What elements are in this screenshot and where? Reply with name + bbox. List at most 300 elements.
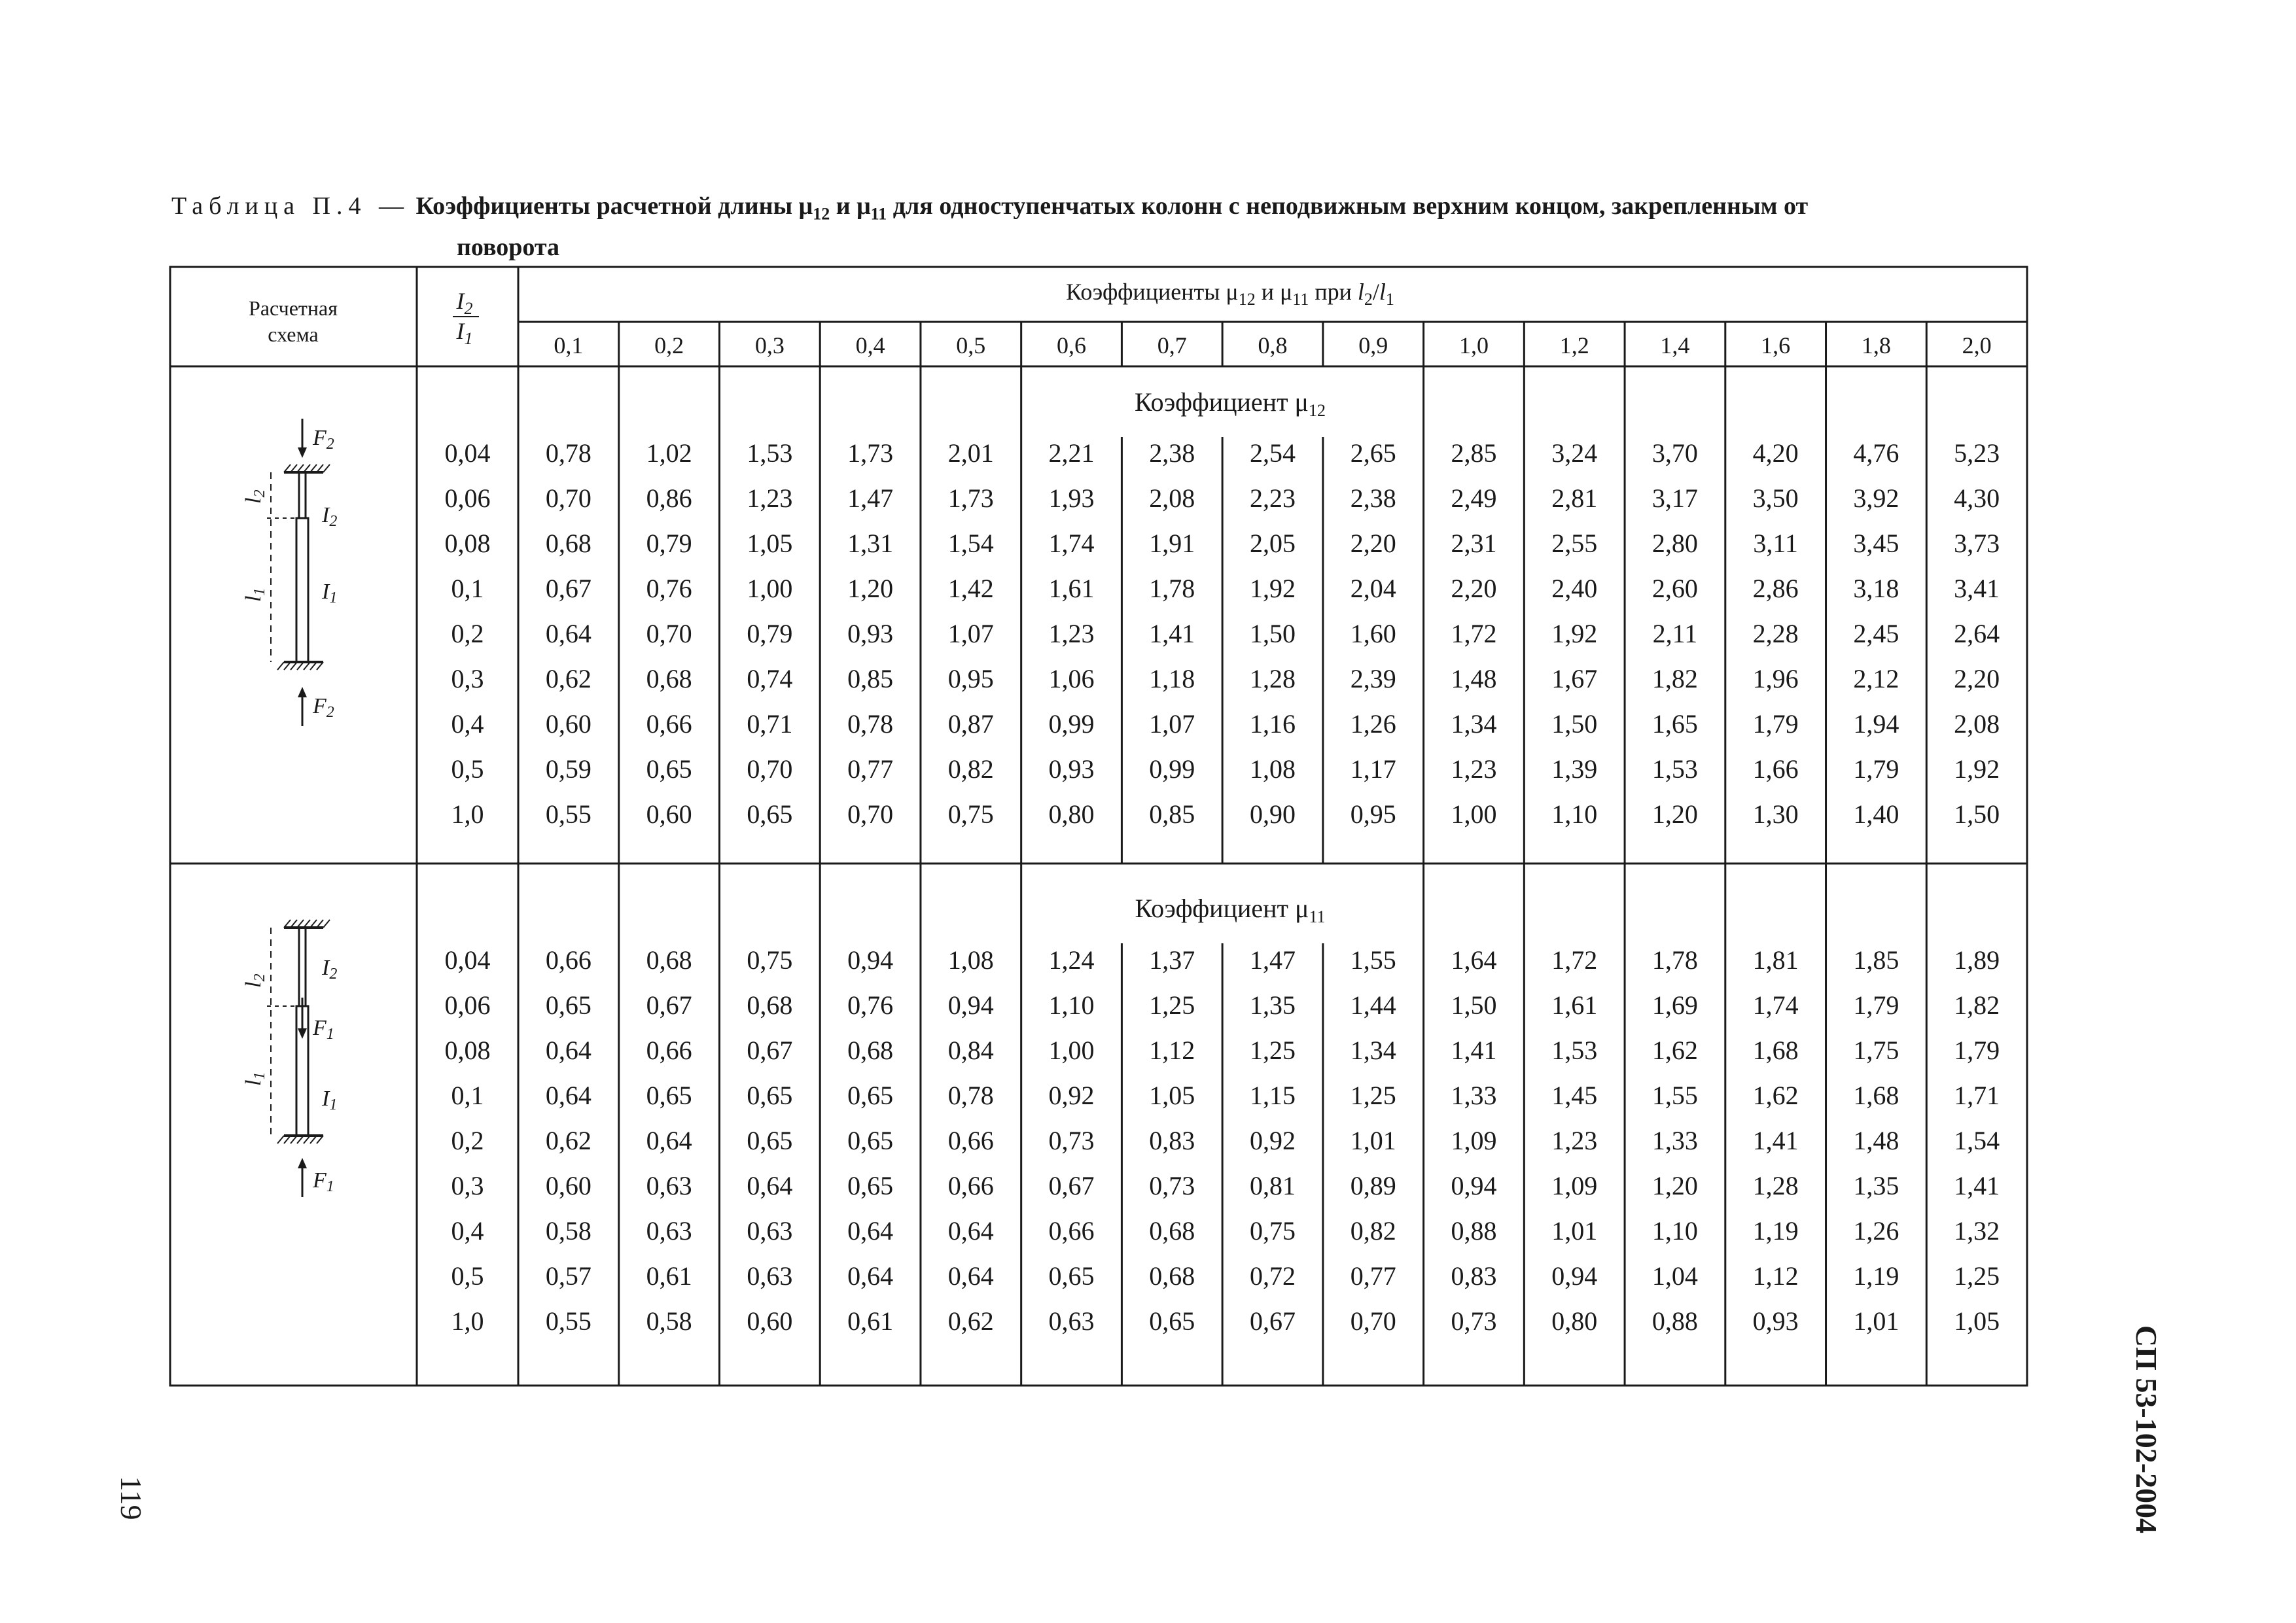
value-cell: 0,66 — [947, 1126, 994, 1155]
ratio-cell: 0,06 — [444, 990, 491, 1020]
value-cell: 2,40 — [1551, 574, 1598, 603]
value-cell: 1,75 — [1853, 1036, 1899, 1065]
value-cell: 0,76 — [646, 574, 692, 603]
value-cell: 0,64 — [646, 1126, 692, 1155]
column-header: 0,7 — [1157, 332, 1187, 358]
value-cell: 1,60 — [1350, 619, 1396, 648]
value-cell: 1,50 — [1250, 619, 1296, 648]
value-cell: 0,60 — [747, 1306, 793, 1336]
value-cell: 3,41 — [1954, 574, 2000, 603]
value-cell: 1,48 — [1451, 664, 1497, 693]
value-cell: 1,25 — [1250, 1036, 1296, 1065]
value-cell: 0,65 — [847, 1126, 894, 1155]
page-number: 119 — [115, 1476, 148, 1520]
table-row — [451, 1171, 2000, 1200]
value-cell: 1,66 — [1752, 754, 1799, 784]
value-cell: 0,90 — [1250, 799, 1296, 829]
value-cell: 1,10 — [1551, 799, 1598, 829]
value-cell: 1,35 — [1250, 990, 1296, 1020]
ratio-header — [453, 288, 479, 348]
value-cell: 0,65 — [1149, 1306, 1195, 1336]
value-cell: 0,60 — [545, 1171, 592, 1200]
value-cell: 1,68 — [1752, 1036, 1799, 1065]
value-cell: 2,64 — [1954, 619, 2000, 648]
value-cell: 1,04 — [1651, 1261, 1698, 1291]
value-cell: 0,94 — [947, 990, 994, 1020]
value-cell: 1,50 — [1451, 990, 1497, 1020]
ratio-cell: 0,06 — [444, 483, 491, 513]
value-cell: 1,19 — [1853, 1261, 1899, 1291]
value-cell: 0,92 — [1048, 1081, 1095, 1110]
value-cell: 0,75 — [947, 799, 994, 829]
value-cell: 0,70 — [545, 483, 592, 513]
schema-header-line2: схема — [268, 323, 319, 346]
ratio-cell: 0,4 — [451, 709, 484, 739]
value-cell: 1,55 — [1350, 945, 1396, 975]
force-label: F1 — [313, 1168, 334, 1195]
value-cell: 1,05 — [747, 529, 793, 558]
value-cell: 0,68 — [646, 945, 692, 975]
value-cell: 2,23 — [1250, 483, 1296, 513]
value-cell: 1,23 — [1451, 754, 1497, 784]
value-cell: 1,20 — [847, 574, 894, 603]
value-cell: 1,07 — [947, 619, 994, 648]
scheme-mu12-diagram — [241, 419, 337, 726]
value-cell: 0,55 — [545, 799, 592, 829]
value-cell: 1,62 — [1752, 1081, 1799, 1110]
value-cell: 0,86 — [646, 483, 692, 513]
value-cell: 2,12 — [1853, 664, 1899, 693]
coefficients-group-header: Коэффициенты $\mu_{12}$ и $\mu_{11}$ при $l_2/l_1$ — [1066, 279, 1394, 309]
column-header: 0,1 — [554, 332, 584, 358]
value-cell: 1,61 — [1551, 990, 1598, 1020]
ratio-cell: 0,5 — [451, 1261, 484, 1291]
l2-label: l2 — [241, 489, 268, 504]
value-cell: 1,79 — [1853, 754, 1899, 784]
value-cell: 1,41 — [1954, 1171, 2000, 1200]
value-cell: 1,92 — [1250, 574, 1296, 603]
value-cell: 0,62 — [947, 1306, 994, 1336]
column-header: 1,4 — [1660, 332, 1690, 358]
table-grid — [170, 267, 2027, 1386]
ratio-cell: 0,08 — [444, 529, 491, 558]
value-cell: 0,60 — [646, 799, 692, 829]
value-cell: 1,41 — [1451, 1036, 1497, 1065]
value-cell: 0,65 — [747, 799, 793, 829]
value-cell: 1,92 — [1954, 754, 2000, 784]
value-cell: 0,66 — [646, 1036, 692, 1065]
value-cell: 1,20 — [1651, 1171, 1698, 1200]
value-cell: 1,34 — [1350, 1036, 1396, 1065]
value-cell: 0,93 — [847, 619, 894, 648]
value-cell: 1,48 — [1853, 1126, 1899, 1155]
ratio-cell: 0,04 — [444, 945, 491, 975]
ratio-cell: 0,08 — [444, 1036, 491, 1065]
value-cell: 0,64 — [947, 1216, 994, 1246]
value-cell: 1,41 — [1752, 1126, 1799, 1155]
l1-label: l1 — [241, 1072, 268, 1086]
value-cell: 0,67 — [747, 1036, 793, 1065]
table-row — [451, 1261, 2000, 1291]
document-code: СП 53-102-2004 — [2130, 1325, 2163, 1534]
value-cell: 1,37 — [1149, 945, 1195, 975]
value-cell: 0,85 — [847, 664, 894, 693]
table-title: Коэффициенты расчетной длины $\mu_{12}$ и $\mu_{11}$ для одноступенчатых колонн с неподвижным верхним концом, закрепленным от — [415, 192, 1809, 224]
value-cell: 0,84 — [947, 1036, 994, 1065]
value-cell: 0,75 — [747, 945, 793, 975]
value-cell: 4,20 — [1752, 438, 1799, 468]
value-cell: 1,73 — [847, 438, 894, 468]
value-cell: 0,64 — [747, 1171, 793, 1200]
value-cell: 1,23 — [1551, 1126, 1598, 1155]
value-cell: 1,00 — [1048, 1036, 1095, 1065]
value-cell: 0,83 — [1149, 1126, 1195, 1155]
value-cell: 2,85 — [1451, 438, 1497, 468]
ratio-cell: 0,3 — [451, 664, 484, 693]
value-cell: 1,72 — [1451, 619, 1497, 648]
value-cell: 2,08 — [1954, 709, 2000, 739]
table-row — [451, 1081, 2000, 1110]
table-row — [451, 709, 2000, 739]
value-cell: 2,05 — [1250, 529, 1296, 558]
value-cell: 4,76 — [1853, 438, 1899, 468]
value-cell: 2,08 — [1149, 483, 1195, 513]
value-cell: 1,96 — [1752, 664, 1799, 693]
value-cell: 1,54 — [1954, 1126, 2000, 1155]
value-cell: 1,23 — [747, 483, 793, 513]
value-cell: 2,81 — [1551, 483, 1598, 513]
value-cell: 2,54 — [1250, 438, 1296, 468]
value-cell: 2,60 — [1651, 574, 1698, 603]
value-cell: 0,67 — [646, 990, 692, 1020]
value-cell: 0,82 — [1350, 1216, 1396, 1246]
value-cell: 1,25 — [1954, 1261, 2000, 1291]
value-cell: 3,11 — [1753, 529, 1798, 558]
value-cell: 0,64 — [545, 619, 592, 648]
column-header: 0,4 — [855, 332, 885, 358]
value-cell: 3,73 — [1954, 529, 2000, 558]
value-cell: 1,10 — [1651, 1216, 1698, 1246]
value-cell: 0,63 — [1048, 1306, 1095, 1336]
value-cell: 0,65 — [646, 1081, 692, 1110]
value-cell: 0,64 — [545, 1036, 592, 1065]
value-cell: 2,11 — [1652, 619, 1698, 648]
value-cell: 1,19 — [1752, 1216, 1799, 1246]
value-cell: 2,38 — [1350, 483, 1396, 513]
value-cell: 1,06 — [1048, 664, 1095, 693]
value-cell: 1,47 — [847, 483, 894, 513]
value-cell: 0,87 — [947, 709, 994, 739]
value-cell: 0,58 — [545, 1216, 592, 1246]
value-cell: 1,74 — [1752, 990, 1799, 1020]
value-cell: 4,30 — [1954, 483, 2000, 513]
value-cell: 1,53 — [747, 438, 793, 468]
table-row — [451, 1306, 2000, 1336]
value-cell: 1,33 — [1451, 1081, 1497, 1110]
force-label: F2 — [313, 426, 334, 453]
value-cell: 0,59 — [545, 754, 592, 784]
ratio-cell: 0,04 — [444, 438, 491, 468]
value-cell: 1,00 — [1451, 799, 1497, 829]
value-cell: 0,82 — [947, 754, 994, 784]
value-cell: 0,64 — [847, 1216, 894, 1246]
column-header: 1,2 — [1559, 332, 1589, 358]
i2-label: I2 — [322, 503, 338, 530]
value-cell: 0,70 — [1350, 1306, 1396, 1336]
value-cell: 1,62 — [1651, 1036, 1698, 1065]
value-cell: 0,89 — [1350, 1171, 1396, 1200]
value-cell: 0,67 — [545, 574, 592, 603]
svg-text:I1: $I_1$ — [456, 318, 473, 348]
value-cell: 1,17 — [1350, 754, 1396, 784]
value-cell: 0,78 — [847, 709, 894, 739]
value-cell: 1,34 — [1451, 709, 1497, 739]
value-cell: 1,71 — [1954, 1081, 2000, 1110]
value-cell: 1,68 — [1853, 1081, 1899, 1110]
value-cell: 1,50 — [1954, 799, 2000, 829]
table-row — [451, 1126, 2000, 1155]
value-cell: 0,88 — [1451, 1216, 1497, 1246]
value-cell: 0,68 — [1149, 1261, 1195, 1291]
value-cell: 0,68 — [545, 529, 592, 558]
value-cell: 1,26 — [1853, 1216, 1899, 1246]
value-cell: 2,65 — [1350, 438, 1396, 468]
value-cell: 1,94 — [1853, 709, 1899, 739]
value-cell: 0,94 — [1451, 1171, 1497, 1200]
value-cell: 5,23 — [1954, 438, 2000, 468]
value-cell: 0,93 — [1048, 754, 1095, 784]
value-cell: 1,12 — [1752, 1261, 1799, 1291]
value-cell: 0,72 — [1250, 1261, 1296, 1291]
value-cell: 3,50 — [1752, 483, 1799, 513]
value-cell: 2,39 — [1350, 664, 1396, 693]
value-cell: 1,72 — [1551, 945, 1598, 975]
value-cell: 1,55 — [1651, 1081, 1698, 1110]
value-cell: 1,42 — [947, 574, 994, 603]
value-cell: 2,31 — [1451, 529, 1497, 558]
value-cell: 1,85 — [1853, 945, 1899, 975]
value-cell: 2,20 — [1451, 574, 1497, 603]
ratio-cell: 0,5 — [451, 754, 484, 784]
value-cell: 1,79 — [1752, 709, 1799, 739]
value-cell: 1,53 — [1551, 1036, 1598, 1065]
value-cell: 0,71 — [747, 709, 793, 739]
value-cell: 0,65 — [747, 1081, 793, 1110]
value-cell: 1,30 — [1752, 799, 1799, 829]
value-cell: 1,40 — [1853, 799, 1899, 829]
value-cell: 1,18 — [1149, 664, 1195, 693]
value-cell: 1,78 — [1149, 574, 1195, 603]
value-cell: 1,10 — [1048, 990, 1095, 1020]
value-cell: 1,65 — [1651, 709, 1698, 739]
value-cell: 3,70 — [1651, 438, 1698, 468]
value-cell: 0,80 — [1551, 1306, 1598, 1336]
value-cell: 1,00 — [747, 574, 793, 603]
schemes — [241, 419, 337, 1197]
value-cell: 0,70 — [847, 799, 894, 829]
table-title-continuation: поворота — [457, 233, 559, 261]
value-cell: 1,74 — [1048, 529, 1095, 558]
value-cell: 1,23 — [1048, 619, 1095, 648]
column-header: 0,6 — [1057, 332, 1087, 358]
value-cell: 0,63 — [646, 1171, 692, 1200]
value-cell: 1,79 — [1954, 1036, 2000, 1065]
coefficient-label: Коэффициент $\mu_{12}$ — [1134, 387, 1326, 420]
value-cell: 2,04 — [1350, 574, 1396, 603]
value-cell: 1,93 — [1048, 483, 1095, 513]
i1-label: I1 — [322, 1087, 338, 1113]
value-cell: 0,55 — [545, 1306, 592, 1336]
value-cell: 0,75 — [1250, 1216, 1296, 1246]
table-row — [451, 574, 2000, 603]
l2-label: l2 — [241, 973, 268, 988]
value-cell: 0,73 — [1451, 1306, 1497, 1336]
value-cell: 0,92 — [1250, 1126, 1296, 1155]
value-cell: 1,41 — [1149, 619, 1195, 648]
i1-label: I1 — [322, 580, 338, 606]
column-header: 0,8 — [1258, 332, 1288, 358]
ratio-cell: 1,0 — [451, 1306, 484, 1336]
value-cell: 1,25 — [1149, 990, 1195, 1020]
value-cell: 1,78 — [1651, 945, 1698, 975]
value-cell: 0,73 — [1048, 1126, 1095, 1155]
value-cell: 0,78 — [545, 438, 592, 468]
table-row — [451, 619, 2000, 648]
value-cell: 0,67 — [1048, 1171, 1095, 1200]
value-cell: 0,95 — [1350, 799, 1396, 829]
value-cell: 1,61 — [1048, 574, 1095, 603]
value-cell: 1,08 — [947, 945, 994, 975]
value-cell: 0,66 — [545, 945, 592, 975]
value-cell: 1,81 — [1752, 945, 1799, 975]
value-cell: 1,89 — [1954, 945, 2000, 975]
value-cell: 0,65 — [847, 1081, 894, 1110]
value-cell: 0,63 — [747, 1261, 793, 1291]
value-cell: 1,69 — [1651, 990, 1698, 1020]
value-cell: 0,81 — [1250, 1171, 1296, 1200]
value-cell: 3,17 — [1651, 483, 1698, 513]
value-cell: 0,99 — [1149, 754, 1195, 784]
value-cell: 1,79 — [1853, 990, 1899, 1020]
column-header: 0,2 — [654, 332, 684, 358]
value-cell: 1,01 — [1853, 1306, 1899, 1336]
value-cell: 1,64 — [1451, 945, 1497, 975]
value-cell: 1,28 — [1752, 1171, 1799, 1200]
ratio-cell: 0,2 — [451, 1126, 484, 1155]
value-cell: 1,24 — [1048, 945, 1095, 975]
value-cell: 0,65 — [1048, 1261, 1095, 1291]
value-cell: 0,77 — [1350, 1261, 1396, 1291]
value-cell: 0,99 — [1048, 709, 1095, 739]
value-cell: 1,92 — [1551, 619, 1598, 648]
ratio-cell: 0,1 — [451, 574, 484, 603]
value-cell: 1,44 — [1350, 990, 1396, 1020]
value-cell: 0,66 — [646, 709, 692, 739]
value-cell: 0,73 — [1149, 1171, 1195, 1200]
value-cell: 0,65 — [545, 990, 592, 1020]
value-cell: 0,79 — [747, 619, 793, 648]
value-cell: 1,32 — [1954, 1216, 2000, 1246]
value-cell: 1,91 — [1149, 529, 1195, 558]
value-cell: 2,86 — [1752, 574, 1799, 603]
value-cell: 1,05 — [1954, 1306, 2000, 1336]
value-cell: 1,08 — [1250, 754, 1296, 784]
value-cell: 0,77 — [847, 754, 894, 784]
value-cell: 0,64 — [847, 1261, 894, 1291]
value-cell: 1,35 — [1853, 1171, 1899, 1200]
value-cell: 0,68 — [1149, 1216, 1195, 1246]
value-cell: 1,05 — [1149, 1081, 1195, 1110]
ratio-cell: 0,1 — [451, 1081, 484, 1110]
value-cell: 0,57 — [545, 1261, 592, 1291]
column-headers — [554, 332, 1991, 358]
value-cell: 0,64 — [947, 1261, 994, 1291]
value-cell: 1,01 — [1350, 1126, 1396, 1155]
value-cell: 0,68 — [847, 1036, 894, 1065]
value-cell: 1,01 — [1551, 1216, 1598, 1246]
value-cell: 0,74 — [747, 664, 793, 693]
value-cell: 1,82 — [1651, 664, 1698, 693]
value-cell: 2,55 — [1551, 529, 1598, 558]
value-cell: 0,62 — [545, 1126, 592, 1155]
i2-label: I2 — [322, 956, 338, 983]
column-header: 0,9 — [1358, 332, 1388, 358]
value-cell: 0,94 — [847, 945, 894, 975]
value-cell: 0,68 — [747, 990, 793, 1020]
l1-label: l1 — [241, 587, 268, 602]
value-cell: 0,67 — [1250, 1306, 1296, 1336]
column-header: 0,5 — [956, 332, 986, 358]
column-header: 1,0 — [1458, 332, 1489, 358]
value-cell: 1,31 — [847, 529, 894, 558]
column-header: 1,6 — [1761, 332, 1791, 358]
value-cell: 1,09 — [1451, 1126, 1497, 1155]
value-cell: 1,28 — [1250, 664, 1296, 693]
table-row — [451, 1216, 2000, 1246]
value-cell: 1,25 — [1350, 1081, 1396, 1110]
column-header: 0,3 — [754, 332, 785, 358]
value-cell: 1,26 — [1350, 709, 1396, 739]
value-cell: 1,09 — [1551, 1171, 1598, 1200]
value-cell: 0,61 — [847, 1306, 894, 1336]
value-cell: 0,70 — [747, 754, 793, 784]
value-cell: 1,12 — [1149, 1036, 1195, 1065]
value-cell: 2,80 — [1651, 529, 1698, 558]
value-cell: 1,82 — [1954, 990, 2000, 1020]
value-cell: 0,76 — [847, 990, 894, 1020]
value-cell: 0,63 — [747, 1216, 793, 1246]
value-cell: 1,07 — [1149, 709, 1195, 739]
value-cell: 3,24 — [1551, 438, 1598, 468]
ratio-cell: 0,4 — [451, 1216, 484, 1246]
value-cell: 0,94 — [1551, 1261, 1598, 1291]
column-header: 2,0 — [1962, 332, 1992, 358]
value-cell: 0,88 — [1651, 1306, 1698, 1336]
value-cell: 1,47 — [1250, 945, 1296, 975]
value-cell: 3,18 — [1853, 574, 1899, 603]
value-cell: 3,45 — [1853, 529, 1899, 558]
force-label: F1 — [313, 1016, 334, 1043]
table-row — [451, 754, 2000, 784]
value-cell: 0,61 — [646, 1261, 692, 1291]
value-cell: 0,62 — [545, 664, 592, 693]
value-cell: 1,50 — [1551, 709, 1598, 739]
value-cell: 1,45 — [1551, 1081, 1598, 1110]
table-row — [451, 664, 2000, 693]
ratio-cell: 1,0 — [451, 799, 484, 829]
ratio-cell: 0,2 — [451, 619, 484, 648]
value-cell: 0,60 — [545, 709, 592, 739]
